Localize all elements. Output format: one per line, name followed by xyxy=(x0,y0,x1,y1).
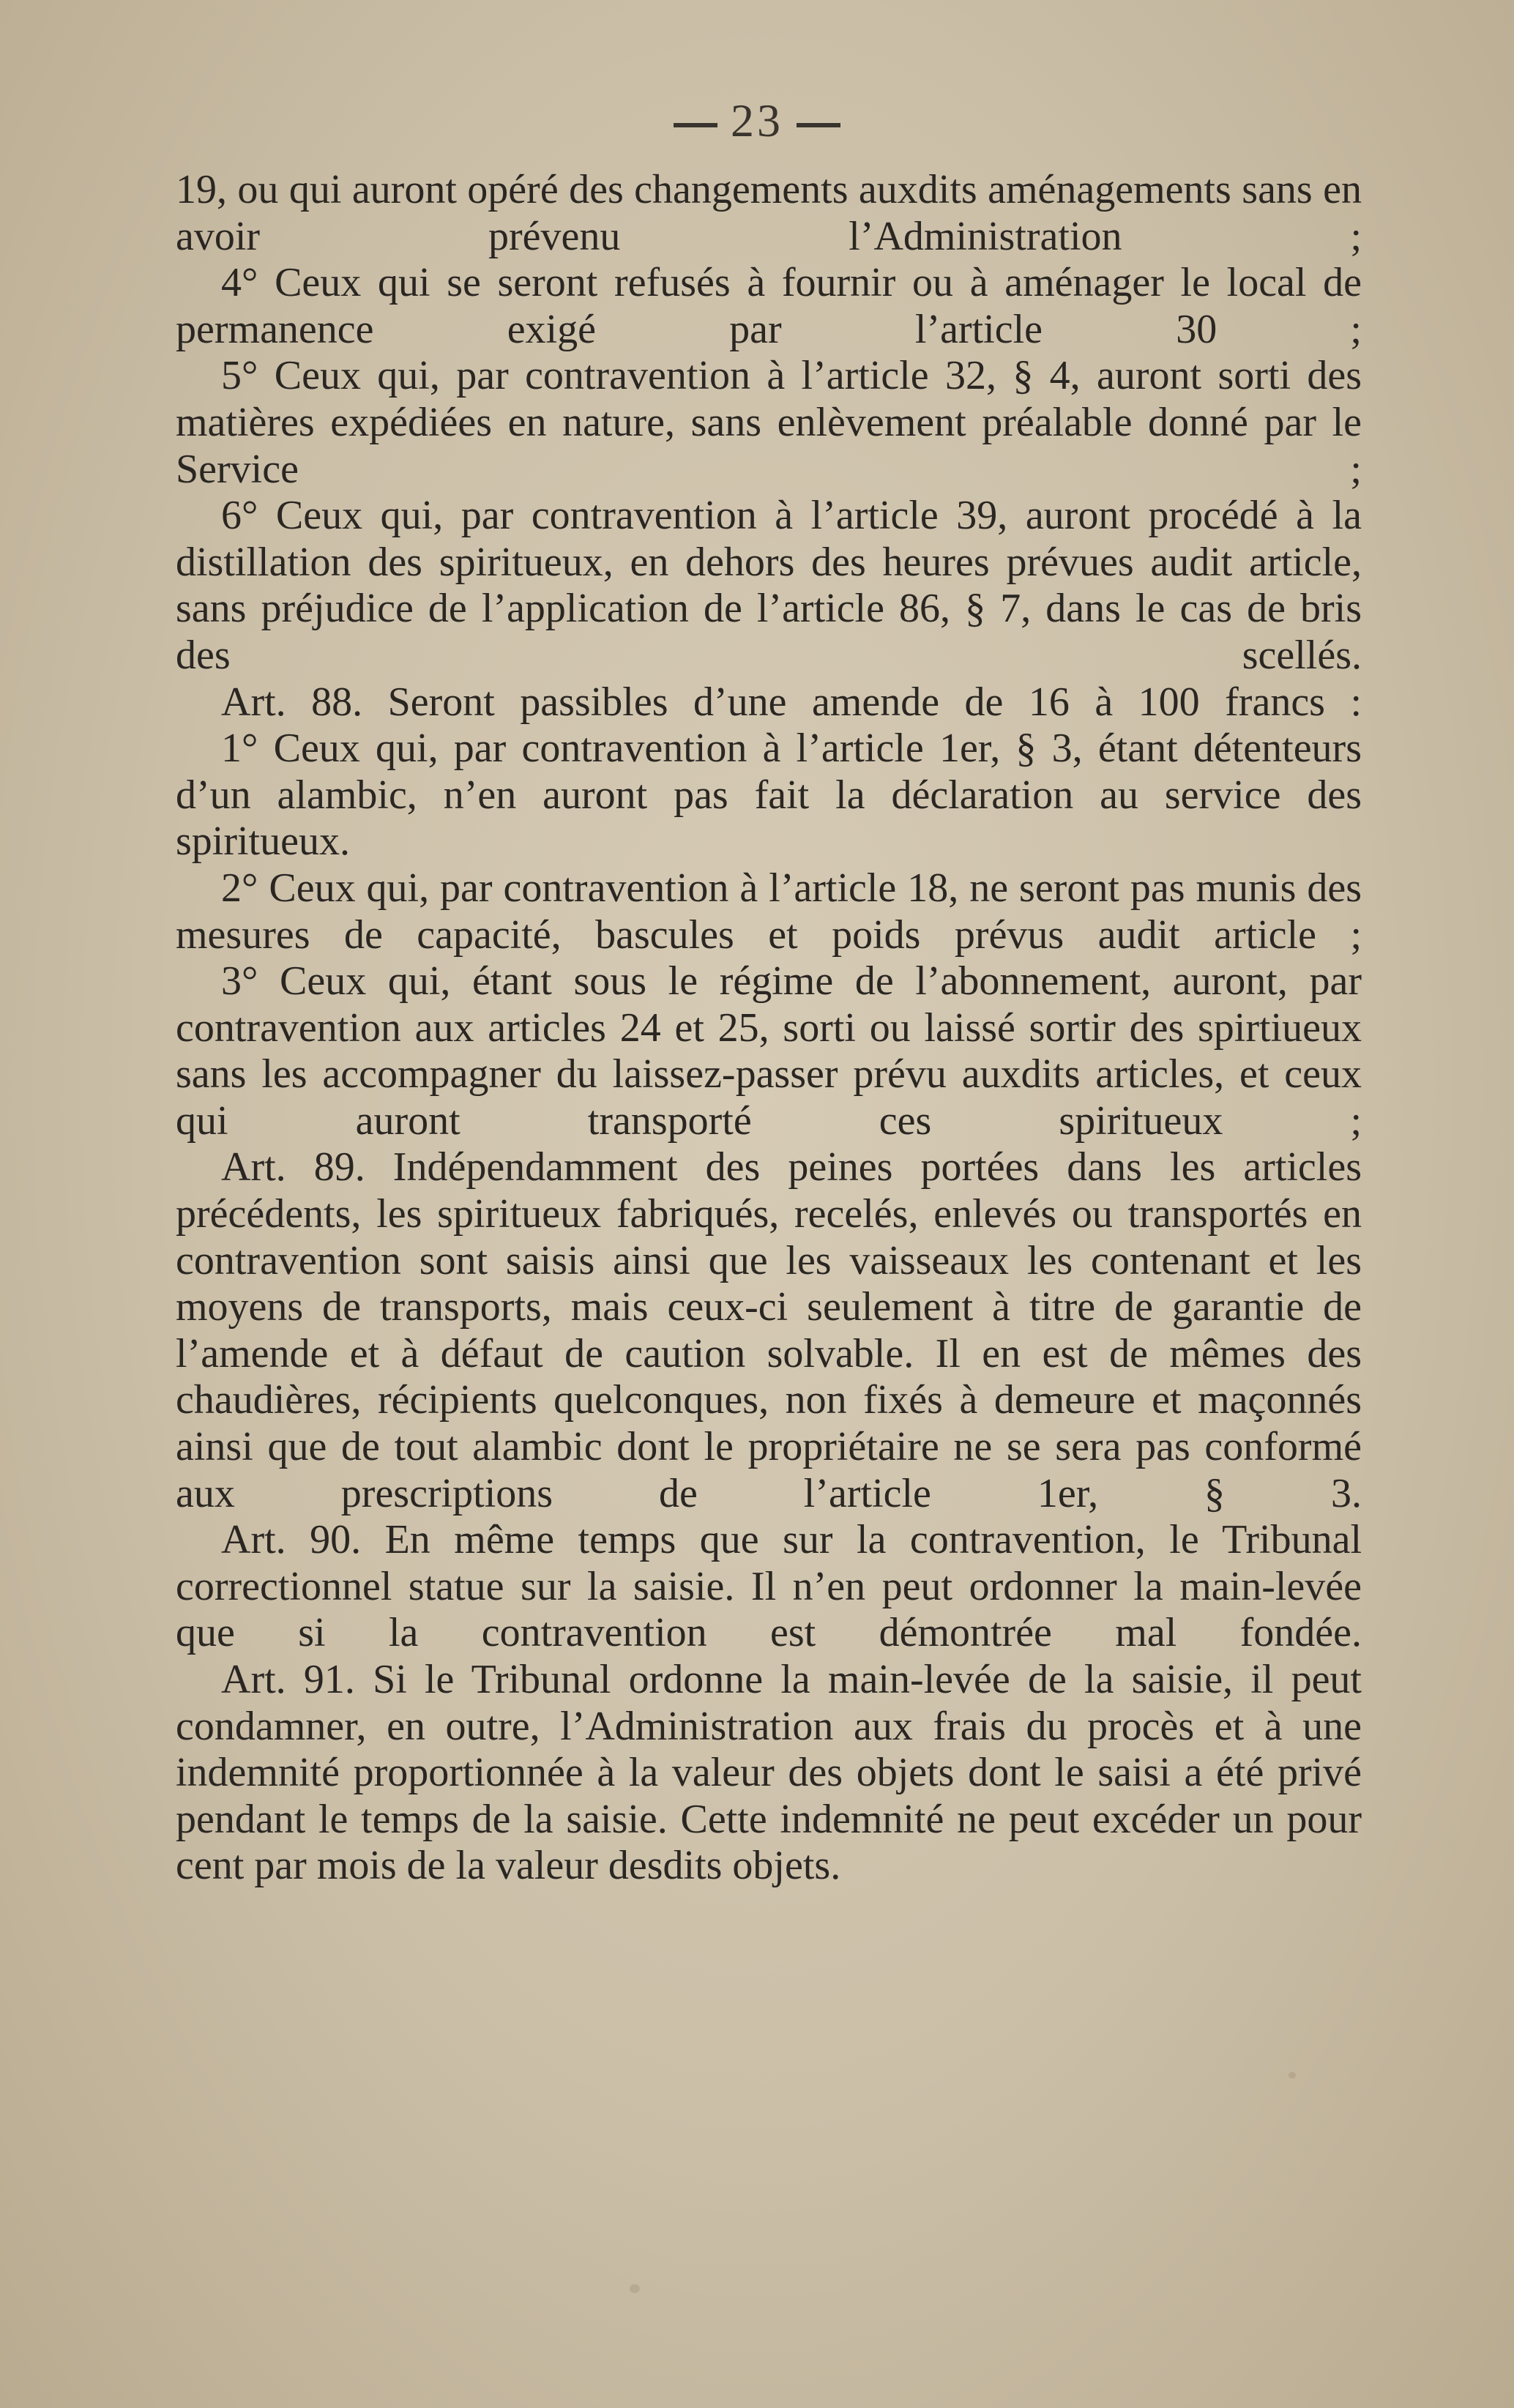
paper-speck xyxy=(630,2284,640,2293)
paragraph-art-88-item-3: 3° Ceux qui, étant sous le régime de l’abonnement, auront, par contravention aux articles 24 et 25, sorti ou laissé sortir des spirtiueux sans les accompagner du laissez-passer prévu auxdits articles, et ceux qui auront transporté ces spiritueux ; xyxy=(176,958,1362,1144)
paragraph-continuation: 19, ou qui auront opéré des changements auxdits aménagements sans en avoir prévenu l’Administration ; xyxy=(176,167,1362,259)
folio-dash-left xyxy=(674,123,717,127)
page-number: 23 xyxy=(731,94,783,146)
paragraph-item-6: 6° Ceux qui, par contravention à l’article 39, auront procédé à la distillation des spiritueux, en dehors des heures prévues audit article, sans préjudice de l’application de l’article 86, § 7, dans le cas de bris des scellés. xyxy=(176,493,1362,678)
paragraph-art-90: Art. 90. En même temps que sur la contravention, le Tribunal correctionnel statue sur la saisie. Il n’en peut ordonner la main-levée que si la contravention est démontrée mal fondée. xyxy=(176,1517,1362,1656)
paragraph-art-88: Art. 88. Seront passibles d’une amende de 16 à 100 francs : xyxy=(221,679,1362,725)
paragraph-art-89: Art. 89. Indépendamment des peines portées dans les articles précédents, les spiritueux fabriqués, recelés, enlevés ou transportés en contravention sont saisis ainsi que les vaisseaux les contenant et les moyens de transports, mais ceux-ci seulement à titre de garantie de l’amende et à défaut de caution solvable. Il en est de mêmes des chaudières, récipients quelconques, non fixés à demeure et maçonnés ainsi que de tout alambic dont le propriétaire ne se sera pas conformé aux prescriptions de l’article 1er, § 3. xyxy=(176,1144,1362,1516)
paragraph-item-5: 5° Ceux qui, par contravention à l’article 32, § 4, auront sorti des matières expédiées en nature, sans enlèvement préalable donné par le Service ; xyxy=(176,353,1362,492)
body-text xyxy=(176,167,1362,1890)
paragraph-art-91: Art. 91. Si le Tribunal ordonne la main-levée de la saisie, il peut condamner, en outre, l’Administration aux frais du procès et à une indemnité proportionnée à la valeur des objets dont le saisi a été privé pendant le temps de la saisie. Cette indemnité ne peut excéder un pour cent par mois de la valeur desdits objets. xyxy=(176,1657,1362,1889)
paragraph-item-4: 4° Ceux qui se seront refusés à fournir ou à aménager le local de permanence exigé par l’article 30 ; xyxy=(176,260,1362,352)
paragraph-art-88-item-2: 2° Ceux qui, par contravention à l’article 18, ne seront pas munis des mesures de capacité, bascules et poids prévus audit article ; xyxy=(176,865,1362,958)
page-number-header xyxy=(0,94,1514,148)
paper-speck xyxy=(1289,2072,1296,2079)
paragraph-art-88-item-1: 1° Ceux qui, par contravention à l’article 1er, § 3, étant détenteurs d’un alambic, n’en auront pas fait la déclaration au service des spiritueux. xyxy=(176,726,1362,865)
folio-dash-right xyxy=(797,123,840,127)
